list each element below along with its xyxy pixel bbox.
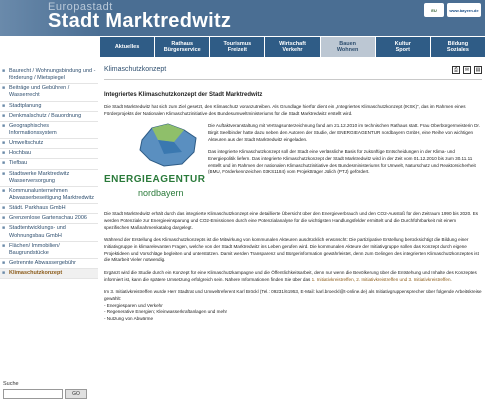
tab-aktuelles[interactable]: [100, 37, 154, 57]
sidebar-item-beitraege[interactable]: [0, 84, 98, 101]
tab-label-2: Freizeit: [227, 47, 247, 53]
sidebar-item-denkmalschutz[interactable]: [0, 112, 98, 122]
sidebar-item-flaechen[interactable]: [0, 242, 98, 259]
square-bullet-icon: ■: [2, 215, 6, 222]
list-item: - Nutzung von Abwärme: [104, 315, 154, 321]
sidebar-item-label: Geographisches Informationssystem: [9, 122, 57, 136]
square-bullet-icon: ■: [2, 170, 6, 177]
sidebar: [0, 67, 98, 279]
sidebar-item-stadtplanung[interactable]: [0, 102, 98, 112]
eu-logo[interactable]: EU: [424, 3, 444, 17]
sidebar-item-label: Stadtwerke Marktredwitz Wasserversorgung: [9, 170, 70, 184]
square-bullet-icon: ■: [2, 225, 6, 232]
square-bullet-icon: ■: [2, 259, 6, 266]
tab-label-2: Sport: [395, 47, 410, 53]
square-bullet-icon: ■: [2, 160, 6, 167]
paragraph: Die Stadt Marktredwitz erhält durch das integrierte Klimaschutzkonzept eine detaillierte Übersicht über den Energieverbrauch und den CO2-Ausstoß für den Zeitraum 1990 bis 2020. Es werden Potenziale zur Energieeinsparung und CO2-Emissionen durch eine Potenzialanalyse für die wichtigsten Handlungsfelder ermittelt und die Durchführbarkeit mit einem spezifischen Maßnahmenkatalog dargelegt.: [104, 211, 479, 230]
page-title: Klimaschutzkonzept: [104, 66, 167, 73]
tab-label: Bauen: [339, 40, 357, 47]
sidebar-item-abwassergebuehr[interactable]: [0, 259, 98, 269]
sidebar-item-kommunalunternehmen[interactable]: [0, 187, 98, 204]
search-input[interactable]: [3, 389, 63, 399]
tab-kultur[interactable]: [376, 37, 430, 57]
tab-wirtschaft[interactable]: [265, 37, 319, 57]
header-logos: [424, 3, 481, 17]
article-heading: Integriertes Klimaschutzkonzept der Stadt Marktredwitz: [104, 92, 263, 98]
site-header: [0, 0, 485, 36]
square-bullet-icon: ■: [2, 187, 6, 194]
square-bullet-icon: ■: [2, 102, 6, 109]
sidebar-item-baurecht[interactable]: [0, 67, 98, 84]
site-subtitle: Europastadt: [48, 1, 113, 13]
paragraph: Die Auftaktveranstaltung mit Vertragsunterzeichnung fand am 21.12.2010 im technischen Rathaus statt. Frau Oberbürgermeisterin Dr. Birgit Seelbinder hatte dazu neben den Autoren der Studie, der ENERGIEAGENTUR nordbayern GmbH, eine Reihe von wichtigen Akteuren aus der Stadt Marktredwitz eingeladen.: [208, 123, 480, 142]
paragraph: Während der Erstellung des Klimaschutzkonzepts ist die Mitwirkung von kommunalen Akteuren ausdrücklich erwünscht: Die partizipative Erstellung berücksichtigt die Bildung einer Initiativgruppe in klimarelevanten Fragen, welche von der Stadt Marktredwitz ins Leben gerufen wird. Die kommunalen Akteure der Initiativgruppe sollen das Konzept durch eigene Projektideen und Vorschläge begleiten und unterstützen. Damit werden Transparenz und Bürgerinformation gewährleistet, denn zum Gelingen des integrierten Klimaschutzkonzeptes ist die Mitarbeit Vieler notwendig.: [104, 237, 479, 263]
sidebar-item-label: Denkmalschutz / Bauordnung: [9, 112, 82, 119]
print-icon[interactable]: ⎙: [453, 66, 458, 73]
search-box: [3, 381, 98, 399]
sidebar-item-klimaschutzkonzept[interactable]: [0, 269, 98, 279]
square-bullet-icon: ■: [2, 242, 6, 249]
paragraph: Das integrierte Klimaschutzkonzept soll der Stadt eine verlässliche Basis für zukünftige Entscheidungen in der Klima- und Energiepolitik liefern. Das integrierte Klimaschutzkonzept der Stadt Marktredwitz wird in der Zeit vom 01.12.2010 bis zum 30.11.11 erstellt und im Rahmen der nationalen Klimaschutzinitiative des Bundesministeriums für Umwelt, Naturschutz und Reaktorsicherheit (BMU, Förderkennzeichen 03KS1184) vom Projektträger Jülich (PTJ) gefördert.: [208, 149, 476, 175]
tab-label: Rathaus: [171, 40, 194, 47]
tab-rathaus[interactable]: [155, 37, 209, 57]
list-item: - Regenerative Energien; Kleinwasserkraftanlagen und mehr: [104, 309, 228, 315]
paragraph: Die Stadt Marktredwitz hat sich zum Ziel gesetzt, den Klimaschutz voranzutreiben. Als Grundlage hierfür dient ein „Integriertes Klimaschutzkonzept (IKSK)“, das im Rahmen eines Förderprojekts der Nationalen Klimaschutzinitiative des Bundesumweltministeriums für die Stadt Marktredwitz erstellt wird.: [104, 104, 466, 116]
tab-label: Aktuelles: [114, 43, 140, 50]
paragraph: [104, 270, 482, 283]
square-bullet-icon: ■: [2, 122, 6, 129]
square-bullet-icon: ■: [2, 68, 6, 74]
energieagentur-logo: [104, 120, 206, 208]
sidebar-item-label: Tiefbau: [9, 160, 28, 167]
energieagentur-subtitle: nordbayern: [138, 188, 184, 199]
sidebar-item-label: Getrennte Abwassergebühr: [9, 259, 76, 266]
tab-label-2: Bürgerservice: [163, 47, 201, 53]
square-bullet-icon: ■: [2, 270, 6, 277]
tab-bauen-wohnen[interactable]: [321, 37, 375, 57]
sidebar-item-label: Beiträge und Gebühren / Wasserrecht: [9, 85, 70, 99]
tab-label-2: Verkehr: [282, 47, 303, 53]
sidebar-item-gis[interactable]: [0, 122, 98, 139]
pdf-icon[interactable]: ▤: [475, 66, 481, 73]
square-bullet-icon: ■: [2, 112, 6, 119]
search-button[interactable]: GO: [65, 389, 87, 399]
tab-tourismus[interactable]: [210, 37, 264, 57]
sidebar-item-label: Grenzenlose Gartenschau 2006: [9, 215, 87, 222]
sidebar-item-parkhaus[interactable]: [0, 204, 98, 214]
list-item: - Energiesparen und Verkehr: [104, 302, 163, 308]
sidebar-item-stadtwerke[interactable]: [0, 170, 98, 187]
email-icon[interactable]: ✉: [464, 66, 470, 73]
sidebar-item-label: Klimaschutzkonzept: [9, 270, 63, 277]
sidebar-item-label: Stadtplanung: [9, 102, 42, 109]
sidebar-item-gartenschau[interactable]: [0, 214, 98, 224]
sidebar-item-label: Umweltschutz: [9, 140, 44, 147]
tab-label: Wirtschaft: [279, 40, 306, 47]
tab-bildung[interactable]: [431, 37, 485, 57]
main-navigation: [100, 37, 485, 57]
search-row: [3, 389, 98, 399]
sidebar-item-hochbau[interactable]: [0, 149, 98, 159]
sidebar-item-label: Städt. Parkhaus GmbH: [9, 205, 66, 212]
tab-label: Kultur: [394, 40, 411, 47]
bavaria-map-icon: [138, 122, 200, 168]
page-tools: [452, 66, 482, 74]
sidebar-item-stadtentwicklung[interactable]: [0, 224, 98, 241]
sidebar-item-umweltschutz[interactable]: [0, 139, 98, 149]
square-bullet-icon: ■: [2, 140, 6, 147]
sidebar-item-label: Kommunalunternehmen Abwasserbeseitigung Marktredwitz: [9, 187, 94, 201]
square-bullet-icon: ■: [2, 85, 6, 92]
square-bullet-icon: ■: [2, 205, 6, 212]
sidebar-item-label: Flächen/ Immobilien/ Baugrundstücke: [9, 242, 60, 256]
bayern-logo[interactable]: www.bayern.de: [447, 3, 481, 17]
content-header: [104, 60, 482, 80]
energieagentur-title: ENERGIEAGENTUR: [104, 174, 206, 186]
tab-label: Bildung: [447, 40, 469, 47]
sidebar-item-label: Hochbau: [9, 150, 32, 157]
paragraph-text: Ergänzt wird die Studie durch ein Konzept für eine Klimaschutzkampagne und die Öffentlichkeitsarbeit, denn nur wenn die Bevölkerung über die Entstehung und Inhalte des Konzeptes informiert ist, kann die spätere Umsetzung erfolgreich sein. Nähere Informationen finden Sie über das: [104, 269, 477, 282]
paragraph-text: Im 3. Initiativkreistreffen wurde Herr Stadtrat und Umweltreferent Karl Bröckl (Tel.: 09231/61953, E-Mail: karl.broeckl@t-online.de) als Initiativgruppensprecher über folgende Arbeitskreise gewählt:: [104, 289, 482, 301]
search-label: Suche: [3, 381, 19, 387]
article-body: [104, 104, 482, 323]
paragraph: [104, 289, 482, 322]
square-bullet-icon: ■: [2, 150, 6, 157]
site-title[interactable]: Stadt Marktredwitz: [48, 10, 232, 32]
tab-label: Tourismus: [223, 40, 252, 47]
sidebar-item-tiefbau[interactable]: [0, 159, 98, 169]
sidebar-item-label: Stadtentwicklungs- und Wohnungsbau GmbH: [9, 225, 66, 239]
main-content: [104, 60, 482, 323]
sidebar-item-label: Baurecht / Wohnungsbindung und -förderung / Mietspiegel: [9, 68, 96, 82]
initiativkreis-links[interactable]: 1. Initiativkreistreffen, 2. Initiativkreistreffen und 3. Initiativkreistreffen.: [311, 276, 452, 282]
tab-label-2: Wohnen: [336, 47, 359, 53]
tab-label-2: Soziales: [446, 47, 469, 53]
